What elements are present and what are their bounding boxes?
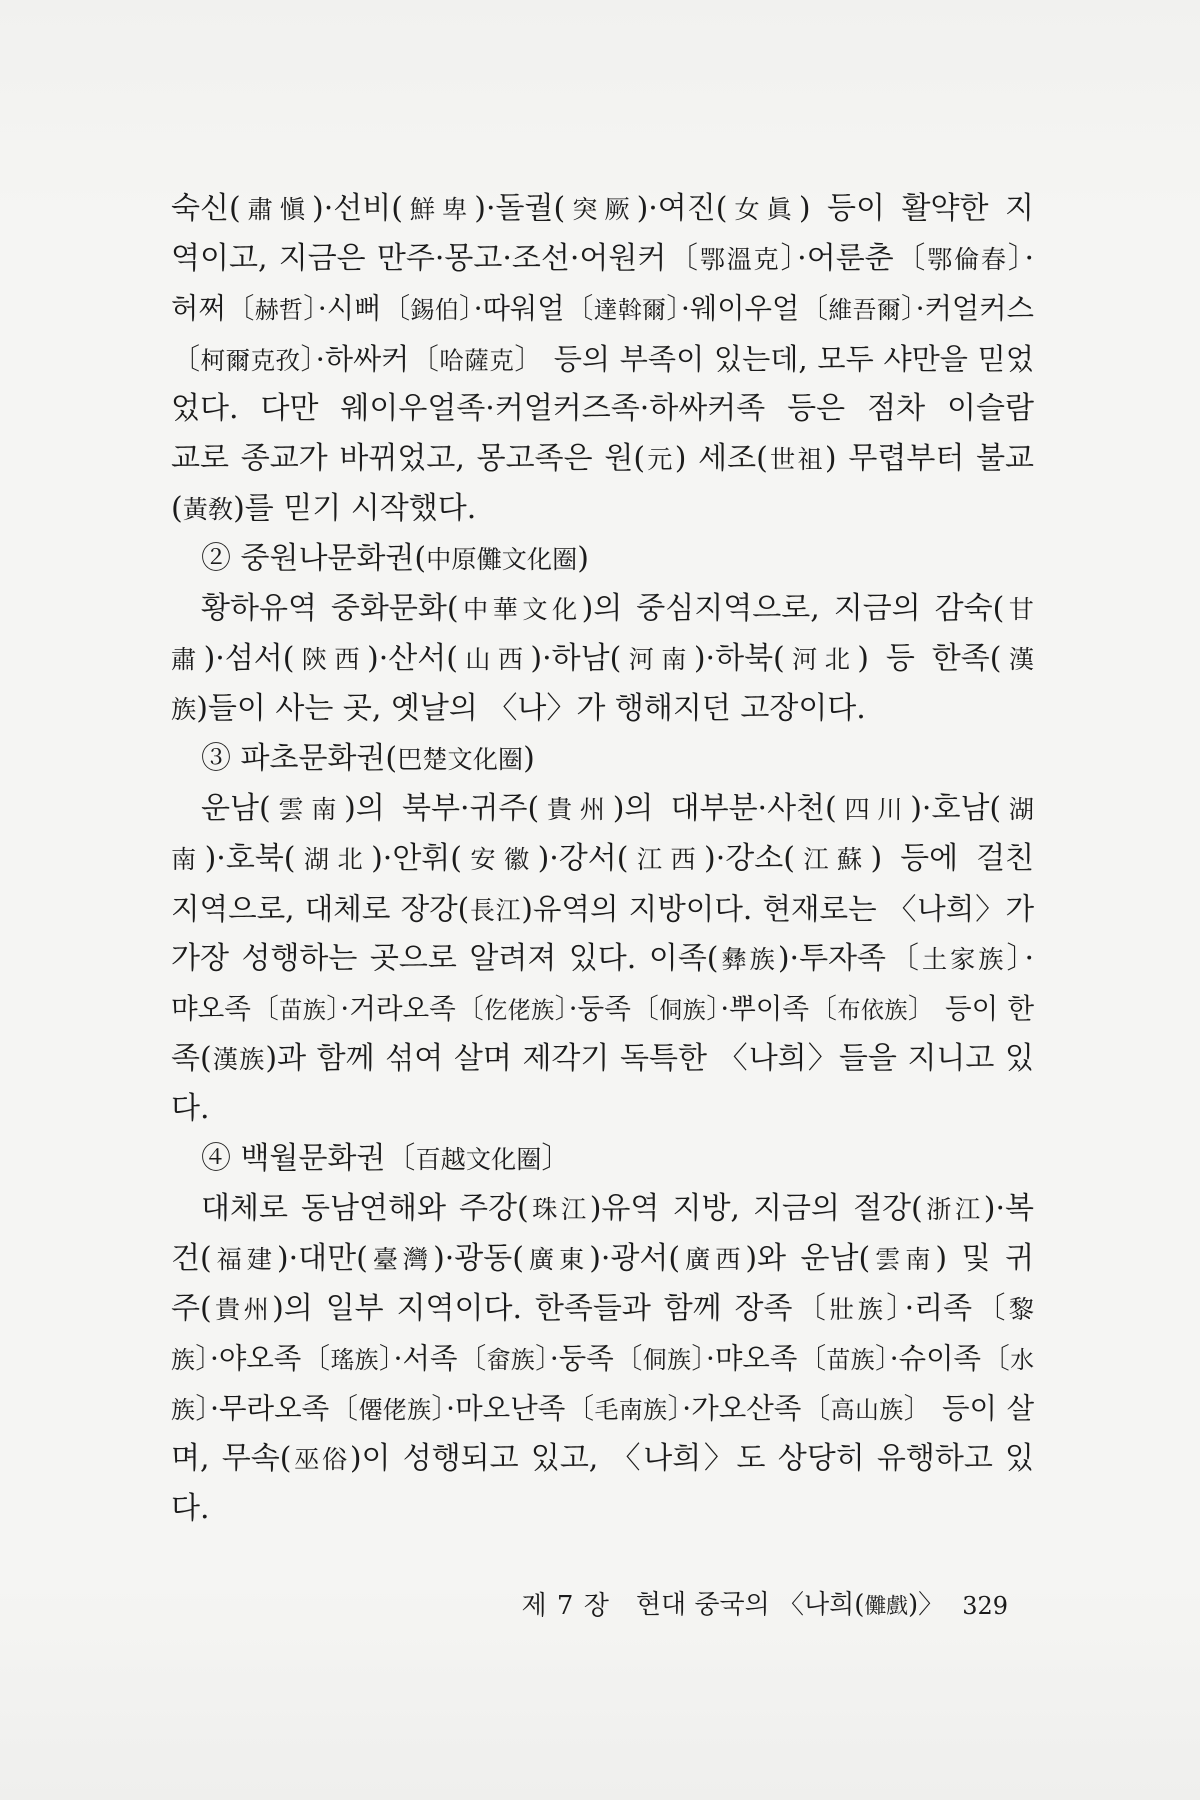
hanja-gloss: 壯族 <box>829 1295 887 1324</box>
hanja-gloss: 江西 <box>628 845 705 874</box>
hanja-gloss: 河北 <box>784 645 858 674</box>
hanja-gloss: 肅 <box>171 645 204 674</box>
hanja-gloss: 黃敎 <box>182 495 234 524</box>
hanja-gloss: 南 <box>171 845 205 874</box>
hanja-gloss: 哈薩克 <box>439 346 515 375</box>
hanja-gloss: 元 <box>645 445 675 474</box>
hanja-gloss: 達斡爾 <box>593 296 667 324</box>
hanja-gloss: 河南 <box>621 645 694 674</box>
hanja-gloss: 仡佬族 <box>484 997 555 1024</box>
text-line: 族〕·무라오족〔僊佬族〕·마오난족〔毛南族〕·가오산족〔高山族〕 등이 살 <box>171 1392 1034 1425</box>
hanja-gloss: 土家族 <box>921 945 1007 974</box>
hanja-gloss: 雲南 <box>870 1245 936 1274</box>
hanja-gloss: 臺灣 <box>367 1245 434 1274</box>
hanja-gloss: 山西 <box>457 645 531 674</box>
hanja-gloss: 鮮卑 <box>402 195 475 224</box>
text-line: 〔柯爾克孜〕·하싸커〔哈薩克〕 등의 부족이 있는데, 모두 샤만을 믿었 <box>171 342 1034 376</box>
hanja-gloss: 安徽 <box>461 845 538 874</box>
section-heading: ④ 백월문화권〔百越文化圈〕 <box>201 1141 572 1176</box>
text-line: 며, 무속(巫俗)이 성행되고 있고, 〈나희〉도 상당히 유행하고 있 <box>171 1441 1034 1476</box>
hanja-gloss: 布依族 <box>837 997 908 1024</box>
text-line: 族)들이 사는 곳, 옛날의 〈나〉가 행해지던 고장이다. <box>171 691 866 726</box>
body-text <box>171 184 1034 1534</box>
text-line: 교로 종교가 바뀌었고, 몽고족은 원(元) 세조(世祖) 무렵부터 불교 <box>171 441 1035 476</box>
text-line: 肅)·섬서(陝西)·산서(山西)·하남(河南)·하북(河北) 등 한족(漢 <box>171 641 1035 676</box>
text-line: 南)·호북(湖北)·안휘(安徽)·강서(江西)·강소(江蘇) 등에 걸친 <box>171 841 1035 876</box>
hanja-gloss: 福建 <box>211 1245 277 1274</box>
hanja-gloss: 彝族 <box>718 945 778 974</box>
hanja-gloss: 長江 <box>469 896 522 925</box>
hanja-gloss: 湖北 <box>295 845 372 874</box>
text-line: 다. <box>171 1091 210 1126</box>
text-line: 다. <box>171 1491 210 1526</box>
page-number: 329 <box>962 1592 1008 1620</box>
text-line: 지역으로, 대체로 장강(長江)유역의 지방이다. 현재로는 〈나희〉가 <box>171 892 1034 926</box>
hanja-gloss: 女眞 <box>727 195 799 224</box>
hanja-gloss: 湖 <box>1001 795 1035 824</box>
hanja-gloss: 鄂倫春 <box>927 245 1008 274</box>
hanja-gloss: 江蘇 <box>794 845 871 874</box>
hanja-gloss: 黎 <box>1008 1295 1035 1324</box>
text-line: 허쩌〔赫哲〕·시뻐〔錫伯〕·따워얼〔達斡爾〕·웨이우얼〔維吾爾〕·커얼커스 <box>171 292 1034 325</box>
hanja-gloss: 陝西 <box>294 645 367 674</box>
hanja-gloss: 珠江 <box>528 1195 590 1224</box>
section-heading: ③ 파초문화권(巴楚文化圈) <box>201 741 535 776</box>
text-line: 황하유역 중화문화(中華文化)의 중심지역으로, 지금의 감숙(甘 <box>201 591 1034 626</box>
hanja-gloss: 高山族 <box>830 1396 904 1424</box>
hanja-gloss: 侗族 <box>659 997 707 1024</box>
hanja-gloss: 苗族 <box>826 1346 875 1374</box>
text-line: 숙신(肅愼)·선비(鮮卑)·돌궐(突厥)·여진(女眞) 등이 활약한 지 <box>171 191 1035 226</box>
text-line: 먀오족〔苗族〕·거라오족〔仡佬族〕·둥족〔侗族〕·뿌이족〔布依族〕 등이 한 <box>171 992 1035 1025</box>
hanja-gloss: 廣東 <box>523 1245 590 1274</box>
text-line: 건(福建)·대만(臺灣)·광동(廣東)·광서(廣西)와 운남(雲南) 및 귀 <box>171 1241 1035 1276</box>
text-line: (黃敎)를 믿기 시작했다. <box>171 491 477 526</box>
hanja-gloss: 巫俗 <box>291 1445 350 1474</box>
text-line: 운남(雲南)의 북부·귀주(貴州)의 대부분·사천(四川)·호남(湖 <box>201 791 1035 826</box>
hanja-gloss: 赫哲 <box>254 296 304 324</box>
hanja-gloss: 柯爾克孜 <box>200 346 301 375</box>
text-line: 역이고, 지금은 만주·몽고·조선·어원커〔鄂溫克〕·어룬춘〔鄂倫春〕· <box>171 241 1035 276</box>
hanja-gloss: 漢族 <box>211 1045 266 1074</box>
hanja-gloss: 世祖 <box>767 445 825 474</box>
hanja-gloss: 中原儺文化圈 <box>426 545 578 574</box>
chapter-label: 제 7 장 <box>521 1591 610 1621</box>
hanja-gloss: 僊佬族 <box>358 1396 432 1424</box>
hanja-gloss: 四川 <box>836 795 911 824</box>
text-line: 족(漢族)과 함께 섞여 살며 제각기 독특한 〈나희〉들을 지니고 있 <box>171 1041 1034 1076</box>
hanja-gloss: 侗族 <box>642 1346 692 1374</box>
hanja-gloss: 錫伯 <box>410 296 460 324</box>
hanja-gloss: 畲族 <box>486 1346 536 1374</box>
hanja-gloss: 中華文化 <box>458 595 582 624</box>
hanja-gloss: 貴州 <box>211 1295 273 1324</box>
text-line: 族〕·야오족〔瑤族〕·서족〔畲族〕·둥족〔侗族〕·먀오족〔苗族〕·슈이족〔水 <box>171 1342 1035 1375</box>
hanja-gloss: 雲南 <box>270 795 345 824</box>
running-title: 현대 중국의 〈나희(儺戲)〉 <box>635 1590 945 1620</box>
hanja-gloss: 巴楚文化圈 <box>397 745 524 774</box>
hanja-gloss: 甘 <box>1004 595 1034 624</box>
hanja-gloss: 浙江 <box>922 1195 984 1224</box>
hanja-gloss: 毛南族 <box>594 1396 668 1424</box>
hanja-gloss: 苗族 <box>279 997 327 1024</box>
hanja-gloss: 水 <box>1010 1346 1035 1374</box>
text-line: 주(貴州)의 일부 지역이다. 한족들과 함께 장족〔壯族〕·리족〔黎 <box>171 1291 1035 1326</box>
hanja-gloss: 族 <box>171 1346 196 1374</box>
text-line: 었다. 다만 웨이우얼족·커얼커즈족·하싸커족 등은 점차 이슬람 <box>171 391 1034 426</box>
text-line: 가장 성행하는 곳으로 알려져 있다. 이족(彝族)·투자족〔土家族〕· <box>171 941 1035 976</box>
hanja-gloss: 維吾爾 <box>828 296 902 324</box>
hanja-gloss: 族 <box>171 1396 196 1424</box>
hanja-gloss: 貴州 <box>539 795 613 824</box>
hanja-gloss: 瑤族 <box>330 1346 379 1374</box>
hanja-gloss: 廣西 <box>680 1245 746 1274</box>
hanja-gloss: 族 <box>171 695 197 724</box>
running-footer <box>522 1586 1008 1626</box>
hanja-gloss: 突厥 <box>565 195 637 224</box>
hanja-gloss: 百越文化圈 <box>415 1145 542 1174</box>
hanja-gloss: 漢 <box>1001 645 1035 674</box>
hanja-gloss: 鄂溫克 <box>699 245 781 274</box>
section-heading: ② 중원나문화권(中原儺文化圈) <box>201 541 589 576</box>
hanja-gloss: 肅愼 <box>240 195 313 224</box>
hanja-gloss: 儺戲 <box>864 1594 909 1619</box>
text-line: 대체로 동남연해와 주강(珠江)유역 지방, 지금의 절강(浙江)·복 <box>201 1191 1035 1226</box>
